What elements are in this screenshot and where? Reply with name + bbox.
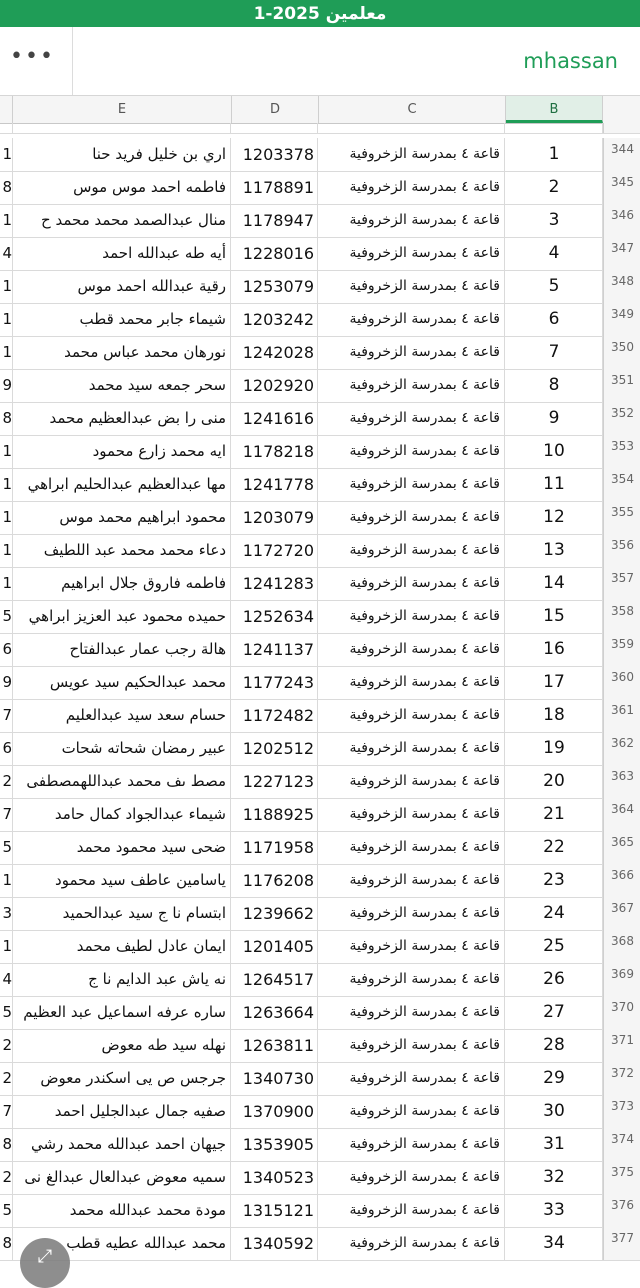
cell-name[interactable]: عبير رمضان شحاته شحات — [13, 732, 231, 765]
table-row — [0, 468, 640, 502]
cell-name[interactable]: منال عبدالصمد محمد محمد ح — [13, 204, 231, 237]
table-row — [0, 1095, 640, 1129]
cell-serial[interactable]: 13 — [506, 534, 603, 567]
cell-name[interactable]: منى را بض عبدالعظيم محمد — [13, 402, 231, 435]
cell-serial[interactable]: 33 — [506, 1194, 603, 1227]
cell-serial[interactable]: 23 — [506, 864, 603, 897]
row-number[interactable]: 373 — [603, 1095, 640, 1128]
row-number[interactable]: 345 — [603, 171, 640, 204]
table-row — [0, 765, 640, 799]
row-number[interactable]: 360 — [603, 666, 640, 699]
row-number[interactable]: 358 — [603, 600, 640, 633]
cell-room[interactable]: قاعة ٤ بمدرسة الزخروفية — [319, 435, 505, 468]
table-row — [0, 270, 640, 304]
cell-name[interactable]: ياسامين عاطف سيد محمود — [13, 864, 231, 897]
cell-serial[interactable]: 21 — [506, 798, 603, 831]
cell-id[interactable]: 1203378 — [232, 138, 318, 171]
cell-serial[interactable]: 24 — [506, 897, 603, 930]
row-number[interactable]: 376 — [603, 1194, 640, 1227]
cell-id[interactable]: 1239662 — [232, 897, 318, 930]
cell-id[interactable]: 1203242 — [232, 303, 318, 336]
table-row — [0, 1161, 640, 1195]
cell-room[interactable]: قاعة ٤ بمدرسة الزخروفية — [319, 204, 505, 237]
row-number[interactable]: 372 — [603, 1062, 640, 1095]
row-number[interactable]: 375 — [603, 1161, 640, 1194]
cell-name[interactable]: نهله سيد طه معوض — [13, 1029, 231, 1062]
cell-room[interactable]: قاعة ٤ بمدرسة الزخروفية — [319, 831, 505, 864]
row-number[interactable]: 362 — [603, 732, 640, 765]
cell-room[interactable]: قاعة ٤ بمدرسة الزخروفية — [319, 1227, 505, 1260]
cell-id[interactable]: 1252634 — [232, 600, 318, 633]
cell-name[interactable]: جرجس ص يى اسكندر معوض — [13, 1062, 231, 1095]
partial-row-top — [0, 123, 640, 134]
cell-id[interactable]: 1263664 — [232, 996, 318, 1029]
cell-f[interactable]: 1 — [0, 303, 13, 336]
cell-id[interactable]: 1172482 — [232, 699, 318, 732]
table-row — [0, 204, 640, 238]
row-number[interactable]: 354 — [603, 468, 640, 501]
cell-f[interactable]: 9 — [0, 666, 13, 699]
cell-id[interactable]: 1176208 — [232, 864, 318, 897]
cell-room[interactable]: قاعة ٤ بمدرسة الزخروفية — [319, 468, 505, 501]
table-row — [0, 1227, 640, 1261]
column-header-c[interactable]: C — [319, 96, 506, 123]
table-row — [0, 138, 640, 172]
cell-f[interactable]: 1 — [0, 435, 13, 468]
cell-f[interactable]: 7 — [0, 1095, 13, 1128]
cell-id[interactable]: 1241283 — [232, 567, 318, 600]
cell-id[interactable]: 1241778 — [232, 468, 318, 501]
cell-room[interactable]: قاعة ٤ بمدرسة الزخروفية — [319, 1161, 505, 1194]
cell-serial[interactable]: 12 — [506, 501, 603, 534]
cell-id[interactable]: 1370900 — [232, 1095, 318, 1128]
cell-serial[interactable]: 32 — [506, 1161, 603, 1194]
row-number[interactable]: 349 — [603, 303, 640, 336]
cell-id[interactable]: 1340592 — [232, 1227, 318, 1260]
cell-name[interactable]: رقية عبدالله احمد موس — [13, 270, 231, 303]
table-row — [0, 633, 640, 667]
cell-f[interactable]: 1 — [0, 930, 13, 963]
cell-serial[interactable]: 1 — [506, 138, 603, 171]
table-row — [0, 831, 640, 865]
cell-room[interactable]: قاعة ٤ بمدرسة الزخروفية — [319, 732, 505, 765]
row-number[interactable]: 357 — [603, 567, 640, 600]
cell-id[interactable]: 1253079 — [232, 270, 318, 303]
row-number[interactable]: 367 — [603, 897, 640, 930]
cell-f[interactable]: 4 — [0, 963, 13, 996]
row-number[interactable]: 359 — [603, 633, 640, 666]
cell-room[interactable]: قاعة ٤ بمدرسة الزخروفية — [319, 1029, 505, 1062]
cell-f[interactable]: 1 — [0, 534, 13, 567]
cell-name[interactable]: سميه معوض عبدالعال عبدالغ نى — [13, 1161, 231, 1194]
cell-name[interactable]: نه ياش عبد الدايم نا ج — [13, 963, 231, 996]
cell-name[interactable]: مودة محمد عبدالله محمد — [13, 1194, 231, 1227]
cell-id[interactable]: 1227123 — [232, 765, 318, 798]
cell-serial[interactable]: 7 — [506, 336, 603, 369]
cell-room[interactable]: قاعة ٤ بمدرسة الزخروفية — [319, 237, 505, 270]
cell-serial[interactable]: 20 — [506, 765, 603, 798]
cell-d — [232, 123, 318, 133]
row-number[interactable]: 346 — [603, 204, 640, 237]
cell-f[interactable]: 2 — [0, 765, 13, 798]
cell-f[interactable]: 5 — [0, 996, 13, 1029]
cell-serial[interactable]: 10 — [506, 435, 603, 468]
cell-id[interactable]: 1241137 — [232, 633, 318, 666]
table-row — [0, 963, 640, 997]
cell-name[interactable]: ضحى سيد محمود محمد — [13, 831, 231, 864]
cell-serial[interactable]: 18 — [506, 699, 603, 732]
cell-name[interactable]: صفيه جمال عبدالجليل احمد — [13, 1095, 231, 1128]
table-row — [0, 930, 640, 964]
cell-name[interactable]: محمد عبدالحكيم سيد عويس — [13, 666, 231, 699]
row-number[interactable]: 377 — [603, 1227, 640, 1260]
cell-name[interactable]: ايمان عادل لطيف محمد — [13, 930, 231, 963]
cell-id[interactable]: 1203079 — [232, 501, 318, 534]
row-number[interactable]: 374 — [603, 1128, 640, 1161]
cell-f[interactable]: 1 — [0, 336, 13, 369]
cell-room[interactable]: قاعة ٤ بمدرسة الزخروفية — [319, 699, 505, 732]
cell-serial[interactable]: 31 — [506, 1128, 603, 1161]
cell-f[interactable]: 8 — [0, 402, 13, 435]
document-title: معلمين 2025-1 — [0, 0, 640, 27]
row-number[interactable]: 365 — [603, 831, 640, 864]
cell-serial[interactable]: 25 — [506, 930, 603, 963]
cell-f[interactable]: 7 — [0, 699, 13, 732]
table-row — [0, 501, 640, 535]
cell-id[interactable]: 1228016 — [232, 237, 318, 270]
cell-room[interactable]: قاعة ٤ بمدرسة الزخروفية — [319, 1194, 505, 1227]
cell-id[interactable]: 1263811 — [232, 1029, 318, 1062]
cell-room[interactable]: قاعة ٤ بمدرسة الزخروفية — [319, 897, 505, 930]
more-options-icon[interactable]: ••• — [10, 44, 55, 69]
expand-icon[interactable]: ⤢ — [20, 1238, 70, 1288]
table-row — [0, 1062, 640, 1096]
cell-b — [506, 123, 603, 133]
cell-serial[interactable]: 5 — [506, 270, 603, 303]
cell-f[interactable]: 2 — [0, 1161, 13, 1194]
table-row — [0, 864, 640, 898]
cell-name[interactable]: محمود ابراهيم محمد موس — [13, 501, 231, 534]
cell-serial[interactable]: 19 — [506, 732, 603, 765]
row-number[interactable]: 356 — [603, 534, 640, 567]
table-row — [0, 1194, 640, 1228]
cell-serial[interactable]: 26 — [506, 963, 603, 996]
cell-serial[interactable]: 6 — [506, 303, 603, 336]
select-all-corner[interactable] — [603, 96, 640, 123]
cell-room[interactable]: قاعة ٤ بمدرسة الزخروفية — [319, 369, 505, 402]
cell-room[interactable]: قاعة ٤ بمدرسة الزخروفية — [319, 633, 505, 666]
cell-f[interactable]: 2 — [0, 1062, 13, 1095]
cell-f[interactable]: 6 — [0, 732, 13, 765]
row-number[interactable]: 361 — [603, 699, 640, 732]
cell-name[interactable]: حميده محمود عبد العزيز ابراهي — [13, 600, 231, 633]
cell-name[interactable]: دعاء محمد محمد عبد اللطيف — [13, 534, 231, 567]
cell-serial[interactable]: 11 — [506, 468, 603, 501]
cell-f[interactable]: 1 — [0, 138, 13, 171]
table-row — [0, 1128, 640, 1162]
cell-serial[interactable]: 29 — [506, 1062, 603, 1095]
cell-f[interactable]: 7 — [0, 798, 13, 831]
table-row — [0, 699, 640, 733]
cell-id[interactable]: 1202920 — [232, 369, 318, 402]
cell-name[interactable]: أيه طه عبدالله احمد — [13, 237, 231, 270]
cell-id[interactable]: 1242028 — [232, 336, 318, 369]
cell-serial[interactable]: 27 — [506, 996, 603, 1029]
cell-name[interactable]: فاطمه احمد موس موس — [13, 171, 231, 204]
cell-room[interactable]: قاعة ٤ بمدرسة الزخروفية — [319, 765, 505, 798]
cell-name[interactable]: فاطمه فاروق جلال ابراهيم — [13, 567, 231, 600]
cell-name[interactable]: مصط ىف محمد عبداللهمصطفى — [13, 765, 231, 798]
cell-serial[interactable]: 8 — [506, 369, 603, 402]
cell-room[interactable]: قاعة ٤ بمدرسة الزخروفية — [319, 138, 505, 171]
cell-f[interactable]: 5 — [0, 600, 13, 633]
table-row — [0, 567, 640, 601]
column-header-bar — [0, 96, 640, 124]
row-number[interactable]: 355 — [603, 501, 640, 534]
cell-serial[interactable]: 4 — [506, 237, 603, 270]
table-row — [0, 237, 640, 271]
cell-f[interactable]: 8 — [0, 1227, 13, 1260]
cell-name[interactable]: نورهان محمد عباس محمد — [13, 336, 231, 369]
cell-serial[interactable]: 15 — [506, 600, 603, 633]
sheet-grid — [0, 123, 640, 1271]
cell-room[interactable]: قاعة ٤ بمدرسة الزخروفية — [319, 171, 505, 204]
toolbar — [0, 27, 640, 96]
cell-name[interactable]: سحر جمعه سيد محمد — [13, 369, 231, 402]
cell-room[interactable]: قاعة ٤ بمدرسة الزخروفية — [319, 1095, 505, 1128]
row-number[interactable]: 370 — [603, 996, 640, 1029]
cell-f[interactable]: 1 — [0, 567, 13, 600]
cell-id[interactable]: 1202512 — [232, 732, 318, 765]
cell-serial[interactable]: 9 — [506, 402, 603, 435]
cell-name[interactable]: حسام سعد سيد عبدالعليم — [13, 699, 231, 732]
cell-f[interactable]: 2 — [0, 1029, 13, 1062]
table-row — [0, 435, 640, 469]
table-row — [0, 171, 640, 205]
cell-room[interactable]: قاعة ٤ بمدرسة الزخروفية — [319, 1062, 505, 1095]
cell-serial[interactable]: 14 — [506, 567, 603, 600]
cell-id[interactable]: 1178891 — [232, 171, 318, 204]
cell-c — [319, 123, 505, 133]
cell-room[interactable]: قاعة ٤ بمدرسة الزخروفية — [319, 402, 505, 435]
cell-id[interactable]: 1172720 — [232, 534, 318, 567]
row-number[interactable]: 366 — [603, 864, 640, 897]
row-number[interactable]: 363 — [603, 765, 640, 798]
cell-name[interactable]: شيماء جابر محمد قطب — [13, 303, 231, 336]
cell-room[interactable]: قاعة ٤ بمدرسة الزخروفية — [319, 666, 505, 699]
cell-f[interactable]: 1 — [0, 501, 13, 534]
cell-name[interactable]: ساره عرفه اسماعيل عبد العظيم — [13, 996, 231, 1029]
table-row — [0, 798, 640, 832]
row-number[interactable]: 347 — [603, 237, 640, 270]
row-number[interactable]: 371 — [603, 1029, 640, 1062]
cell-name[interactable]: اري بن خليل فريد حنا — [13, 138, 231, 171]
column-header-e[interactable]: E — [13, 96, 232, 123]
cell-room[interactable]: قاعة ٤ بمدرسة الزخروفية — [319, 303, 505, 336]
cell-room[interactable]: قاعة ٤ بمدرسة الزخروفية — [319, 963, 505, 996]
cell-name[interactable]: مها عبدالعظيم عبدالحليم ابراهي — [13, 468, 231, 501]
cell-room[interactable]: قاعة ٤ بمدرسة الزخروفية — [319, 270, 505, 303]
cell-serial[interactable]: 28 — [506, 1029, 603, 1062]
table-row — [0, 600, 640, 634]
cell-f[interactable]: 4 — [0, 237, 13, 270]
cell-room[interactable]: قاعة ٤ بمدرسة الزخروفية — [319, 996, 505, 1029]
cell-name[interactable]: جيهان احمد عبدالله محمد رشي — [13, 1128, 231, 1161]
row-number — [603, 123, 640, 133]
table-row — [0, 336, 640, 370]
cell-f[interactable]: 1 — [0, 204, 13, 237]
cell-f[interactable]: 8 — [0, 1128, 13, 1161]
row-number[interactable]: 350 — [603, 336, 640, 369]
cell-room[interactable]: قاعة ٤ بمدرسة الزخروفية — [319, 567, 505, 600]
cell-id[interactable]: 1264517 — [232, 963, 318, 996]
cell-name[interactable]: ايه محمد زارع محمود — [13, 435, 231, 468]
table-row — [0, 897, 640, 931]
cell-room[interactable]: قاعة ٤ بمدرسة الزخروفية — [319, 798, 505, 831]
row-number[interactable]: 352 — [603, 402, 640, 435]
cell-id[interactable]: 1241616 — [232, 402, 318, 435]
table-row — [0, 369, 640, 403]
cell-id[interactable]: 1177243 — [232, 666, 318, 699]
table-row — [0, 666, 640, 700]
table-row — [0, 303, 640, 337]
cell-name[interactable]: هالة رجب عمار عبدالفتاح — [13, 633, 231, 666]
cell-f[interactable]: 9 — [0, 369, 13, 402]
cell-f[interactable]: 1 — [0, 468, 13, 501]
cell-serial[interactable]: 3 — [506, 204, 603, 237]
cell-id[interactable]: 1340730 — [232, 1062, 318, 1095]
cell-room[interactable]: قاعة ٤ بمدرسة الزخروفية — [319, 930, 505, 963]
column-header-d[interactable]: D — [232, 96, 319, 123]
cell-serial[interactable]: 30 — [506, 1095, 603, 1128]
table-row — [0, 996, 640, 1030]
user-name: mhassan — [523, 49, 618, 73]
row-number[interactable]: 344 — [603, 138, 640, 171]
cell-f[interactable]: 8 — [0, 171, 13, 204]
table-row — [0, 402, 640, 436]
cell-room[interactable]: قاعة ٤ بمدرسة الزخروفية — [319, 864, 505, 897]
row-number[interactable]: 353 — [603, 435, 640, 468]
column-header-b[interactable]: B — [506, 96, 603, 123]
row-number[interactable]: 351 — [603, 369, 640, 402]
cell-f[interactable]: 1 — [0, 270, 13, 303]
table-row — [0, 1029, 640, 1063]
cell-id[interactable]: 1171958 — [232, 831, 318, 864]
toolbar-divider — [72, 27, 73, 95]
cell-f[interactable]: 1 — [0, 864, 13, 897]
row-number[interactable]: 364 — [603, 798, 640, 831]
cell-room[interactable]: قاعة ٤ بمدرسة الزخروفية — [319, 1128, 505, 1161]
cell-id[interactable]: 1340523 — [232, 1161, 318, 1194]
cell-serial[interactable]: 17 — [506, 666, 603, 699]
table-row — [0, 534, 640, 568]
cell-id[interactable]: 1188925 — [232, 798, 318, 831]
cell-id[interactable]: 1201405 — [232, 930, 318, 963]
column-header-f[interactable] — [0, 96, 13, 123]
cell-f[interactable]: 5 — [0, 831, 13, 864]
cell-serial[interactable]: 16 — [506, 633, 603, 666]
row-number[interactable]: 369 — [603, 963, 640, 996]
cell-e — [13, 123, 231, 133]
cell-room[interactable]: قاعة ٤ بمدرسة الزخروفية — [319, 534, 505, 567]
cell-name[interactable]: محمد عبدالله عطيه قطب — [13, 1227, 231, 1260]
cell-id[interactable]: 1178218 — [232, 435, 318, 468]
cell-room[interactable]: قاعة ٤ بمدرسة الزخروفية — [319, 600, 505, 633]
cell-id[interactable]: 1178947 — [232, 204, 318, 237]
table-row — [0, 732, 640, 766]
cell-serial[interactable]: 34 — [506, 1227, 603, 1260]
cell-f[interactable]: 3 — [0, 897, 13, 930]
cell-serial[interactable]: 22 — [506, 831, 603, 864]
cell-f — [0, 123, 13, 133]
cell-f[interactable]: 6 — [0, 633, 13, 666]
cell-id[interactable]: 1315121 — [232, 1194, 318, 1227]
cell-id[interactable]: 1353905 — [232, 1128, 318, 1161]
cell-room[interactable]: قاعة ٤ بمدرسة الزخروفية — [319, 336, 505, 369]
row-number[interactable]: 348 — [603, 270, 640, 303]
cell-name[interactable]: شيماء عبدالجواد كمال حامد — [13, 798, 231, 831]
row-number[interactable]: 368 — [603, 930, 640, 963]
cell-serial[interactable]: 2 — [506, 171, 603, 204]
cell-f[interactable]: 5 — [0, 1194, 13, 1227]
cell-room[interactable]: قاعة ٤ بمدرسة الزخروفية — [319, 501, 505, 534]
cell-name[interactable]: ابتسام نا ج سيد عبدالحميد — [13, 897, 231, 930]
